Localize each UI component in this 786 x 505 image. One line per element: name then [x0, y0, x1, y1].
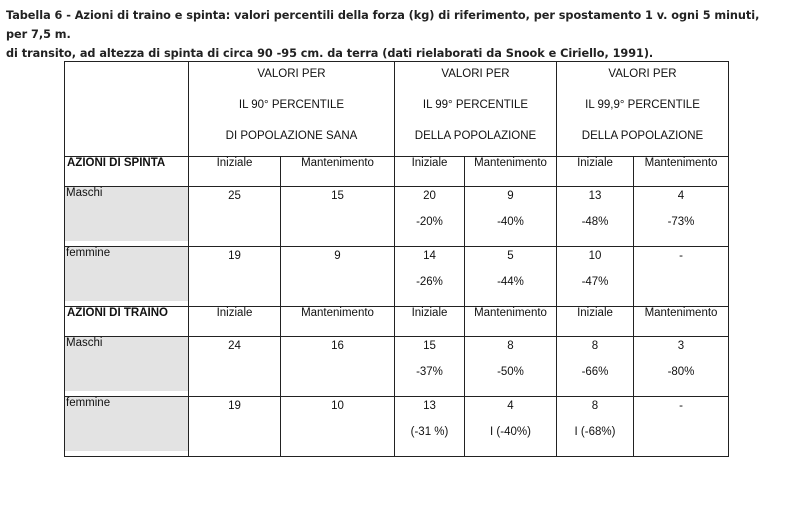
force-value: 8: [591, 340, 599, 352]
percent-change: -37%: [416, 366, 443, 378]
force-value: 13: [588, 190, 602, 202]
caption-line-2: di transito, ad altezza di spinta di circa 90 -95 cm. da terra (dati rielaborati da Snook e Ciriello, 1991).: [6, 47, 654, 60]
text: DELLA POPOLAZIONE: [581, 130, 704, 142]
force-value: 15: [423, 340, 436, 352]
text: IL 99,9° PERCENTILE: [585, 99, 700, 111]
column-header: Iniziale: [189, 157, 281, 187]
row-label-cell: [65, 247, 189, 307]
value-cell: [557, 247, 634, 307]
percent-change: [189, 356, 280, 386]
value-cell: [634, 187, 729, 247]
percent-change: I (-68%): [574, 426, 616, 438]
value-cell: [189, 397, 281, 457]
value-cell: [395, 337, 465, 397]
force-value: 19: [228, 400, 241, 412]
percent-change: -47%: [581, 276, 609, 288]
percent-change: [634, 416, 728, 446]
value-cell: [634, 397, 729, 457]
percent-change: -44%: [497, 276, 524, 288]
percent-change: [634, 266, 728, 296]
force-value: 10: [331, 400, 344, 412]
column-header: Mantenimento: [634, 307, 729, 337]
table-caption: [6, 6, 782, 63]
section-title: AZIONI DI TRAINO: [65, 307, 189, 337]
value-cell: [395, 187, 465, 247]
percent-change: I (-40%): [490, 426, 531, 438]
value-cell: [634, 337, 729, 397]
table-row: [65, 187, 729, 247]
force-value: 9: [507, 190, 514, 202]
text: IL 90° PERCENTILE: [238, 99, 345, 111]
row-label-cell: [65, 187, 189, 247]
section-header-row: [65, 157, 729, 187]
value-cell: [281, 247, 395, 307]
header-empty-cell: [65, 62, 189, 157]
text: DELLA POPOLAZIONE: [414, 130, 537, 142]
table-row: [65, 247, 729, 307]
percent-change: [281, 416, 394, 446]
force-value: 8: [507, 340, 514, 352]
force-value: 4: [507, 400, 514, 412]
force-value: 19: [228, 250, 241, 262]
force-value: 4: [677, 190, 685, 202]
value-cell: [281, 397, 395, 457]
percent-change: -40%: [497, 216, 524, 228]
value-cell: [634, 247, 729, 307]
header-row: [65, 62, 729, 157]
force-value: 16: [331, 340, 344, 352]
section-header-row: [65, 307, 729, 337]
column-header: Mantenimento: [465, 307, 557, 337]
percent-change: [189, 416, 280, 446]
force-value: 13: [423, 400, 436, 412]
column-header: Mantenimento: [281, 307, 395, 337]
percent-change: -50%: [497, 366, 524, 378]
percent-change: [281, 266, 394, 296]
percent-change: (-31 %): [410, 426, 449, 438]
value-cell: [281, 187, 395, 247]
section-title: AZIONI DI SPINTA: [65, 157, 189, 187]
row-label-cell: [65, 337, 189, 397]
percent-change: [281, 206, 394, 236]
column-header: Mantenimento: [281, 157, 395, 187]
value-cell: [281, 337, 395, 397]
percent-change: -66%: [581, 366, 609, 378]
column-header: Iniziale: [395, 157, 465, 187]
row-label: femmine: [65, 247, 188, 301]
column-header: Iniziale: [557, 307, 634, 337]
percent-change: -80%: [667, 366, 695, 378]
force-percentile-table: [64, 61, 729, 457]
value-cell: [465, 397, 557, 457]
text: IL 99° PERCENTILE: [422, 99, 529, 111]
force-value: 25: [228, 190, 241, 202]
percent-change: [281, 356, 394, 386]
percent-change: -48%: [581, 216, 609, 228]
caption-line-1: Tabella 6 - Azioni di traino e spinta: valori percentili della forza (kg) di riferimento, per spostamento 1 v. ogni 5 minuti, per 7,5 m.: [6, 9, 760, 41]
column-header: Mantenimento: [634, 157, 729, 187]
value-cell: [557, 397, 634, 457]
force-value: 24: [228, 340, 241, 352]
force-value: -: [679, 400, 683, 412]
value-cell: [465, 337, 557, 397]
force-value: 5: [507, 250, 514, 262]
force-value: 15: [331, 190, 344, 202]
column-header: Iniziale: [189, 307, 281, 337]
column-header: Iniziale: [395, 307, 465, 337]
column-header: Iniziale: [557, 157, 634, 187]
force-value: 10: [588, 250, 602, 262]
percent-change: [189, 206, 280, 236]
force-value: 9: [334, 250, 341, 262]
value-cell: [189, 187, 281, 247]
value-cell: [189, 247, 281, 307]
header-group-99-9: [557, 62, 729, 157]
text: DI POPOLAZIONE SANA: [225, 130, 358, 142]
row-label: Maschi: [65, 187, 188, 241]
value-cell: [557, 337, 634, 397]
percent-change: -73%: [667, 216, 695, 228]
value-cell: [395, 397, 465, 457]
force-value: 8: [591, 400, 599, 412]
text: VALORI PER: [608, 68, 677, 80]
header-group-99: [395, 62, 557, 157]
value-cell: [395, 247, 465, 307]
force-value: 3: [677, 340, 685, 352]
text: VALORI PER: [441, 68, 510, 80]
row-label-cell: [65, 397, 189, 457]
header-group-90: [189, 62, 395, 157]
value-cell: [189, 337, 281, 397]
value-cell: [465, 187, 557, 247]
force-value: 20: [423, 190, 436, 202]
force-value: 14: [423, 250, 436, 262]
row-label: Maschi: [65, 337, 188, 391]
force-value: -: [679, 250, 683, 262]
column-header: Mantenimento: [465, 157, 557, 187]
table-row: [65, 397, 729, 457]
value-cell: [557, 187, 634, 247]
text: VALORI PER: [257, 68, 326, 80]
percent-change: [189, 266, 280, 296]
value-cell: [465, 247, 557, 307]
row-label: femmine: [65, 397, 188, 451]
percent-change: -26%: [416, 276, 443, 288]
table-row: [65, 337, 729, 397]
percent-change: -20%: [416, 216, 443, 228]
